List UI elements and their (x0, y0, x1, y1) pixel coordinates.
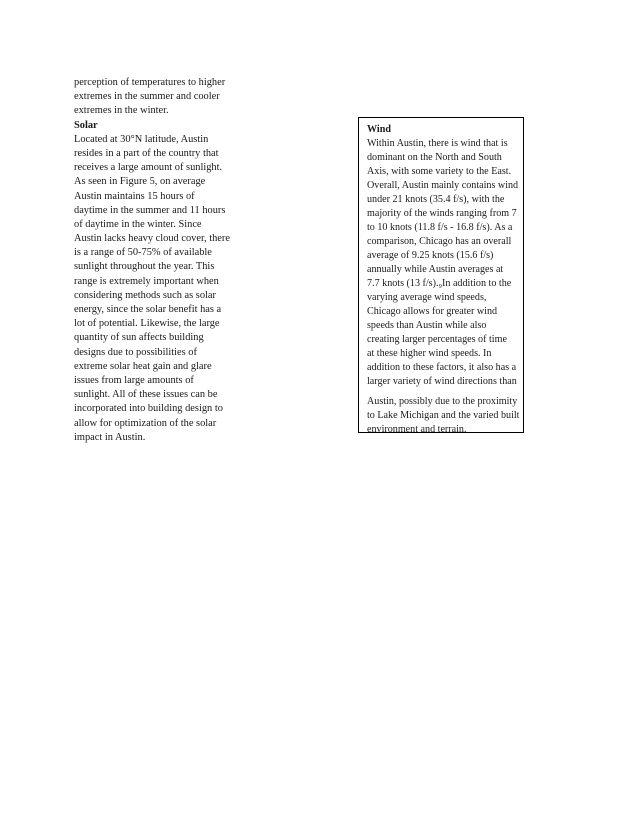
intro-line: perception of temperatures to higher (74, 77, 226, 88)
solar-line: energy, since the solar benefit has a (74, 304, 222, 315)
solar-line: Located at 30°N latitude, Austin (74, 133, 209, 145)
wind-line: environment and terrain. (367, 424, 467, 435)
solar-line: resides in a part of the country that (74, 147, 219, 159)
wind-line: Axis, with some variety to the East. (367, 166, 512, 177)
wind-heading: Wind (367, 124, 391, 135)
wind-line: average of 9.25 knots (15.6 f/s) (367, 250, 494, 261)
solar-line: allow for optimization of the solar (74, 417, 217, 429)
solar-line: range is extremely important when (74, 275, 219, 287)
wind-line: to 10 knots (11.8 f/s - 16.8 f/s). As a (367, 222, 513, 233)
intro-line: extremes in the summer and cooler (74, 91, 220, 103)
wind-line: comparison, Chicago has an overall (367, 236, 512, 247)
solar-line: considering methods such as solar (74, 289, 216, 301)
solar-line: issues from large amounts of (74, 374, 194, 386)
solar-line: lot of potential. Likewise, the large (74, 318, 220, 330)
wind-line: dominant on the North and South (367, 152, 502, 163)
wind-line: majority of the winds ranging from 7 (367, 208, 517, 219)
wind-line: varying average wind speeds, (367, 292, 487, 303)
solar-line: Austin maintains 15 hours of (74, 190, 195, 202)
solar-line: sunlight throughout the year. This (74, 261, 215, 273)
solar-heading: Solar (74, 119, 98, 131)
wind-line: annually while Austin averages at (367, 264, 504, 275)
wind-line: 7.7 knots (13 f/s).₉In addition to the (367, 278, 512, 289)
solar-line: extreme solar heat gain and glare (74, 360, 212, 372)
wind-line: to Lake Michigan and the varied built (367, 410, 520, 421)
wind-line: creating larger percentages of time (367, 334, 507, 345)
solar-line: is a range of 50-75% of available (74, 247, 212, 259)
left-text-column (74, 76, 254, 445)
solar-line: impact in Austin. (74, 431, 146, 443)
solar-line: As seen in Figure 5, on average (74, 176, 206, 188)
wind-line: Overall, Austin mainly contains wind (367, 180, 519, 191)
solar-line: daytime in the summer and 11 hours (74, 204, 226, 216)
solar-line: incorporated into building design to (74, 403, 223, 415)
wind-line: larger variety of wind directions than (367, 376, 517, 387)
wind-line: speeds than Austin while also (367, 320, 487, 331)
solar-line: receives a large amount of sunlight. (74, 162, 223, 174)
solar-line: Austin lacks heavy cloud cover, there (74, 233, 230, 245)
solar-line: quantity of sun affects building (74, 332, 204, 344)
wind-line: Chicago allows for greater wind (367, 306, 498, 317)
intro-line: extremes in the winter. (74, 105, 169, 117)
wind-sidebar-box (358, 117, 524, 433)
wind-line: Within Austin, there is wind that is (367, 138, 508, 149)
wind-line: at these higher wind speeds. In (367, 348, 492, 359)
wind-line: addition to these factors, it also has a (367, 362, 517, 373)
wind-line: under 21 knots (35.4 f/s), with the (367, 194, 505, 205)
solar-line: sunlight. All of these issues can be (74, 389, 218, 401)
solar-line: of daytime in the winter. Since (74, 218, 202, 230)
solar-line: designs due to possibilities of (74, 346, 197, 358)
wind-line: Austin, possibly due to the proximity (367, 396, 518, 407)
